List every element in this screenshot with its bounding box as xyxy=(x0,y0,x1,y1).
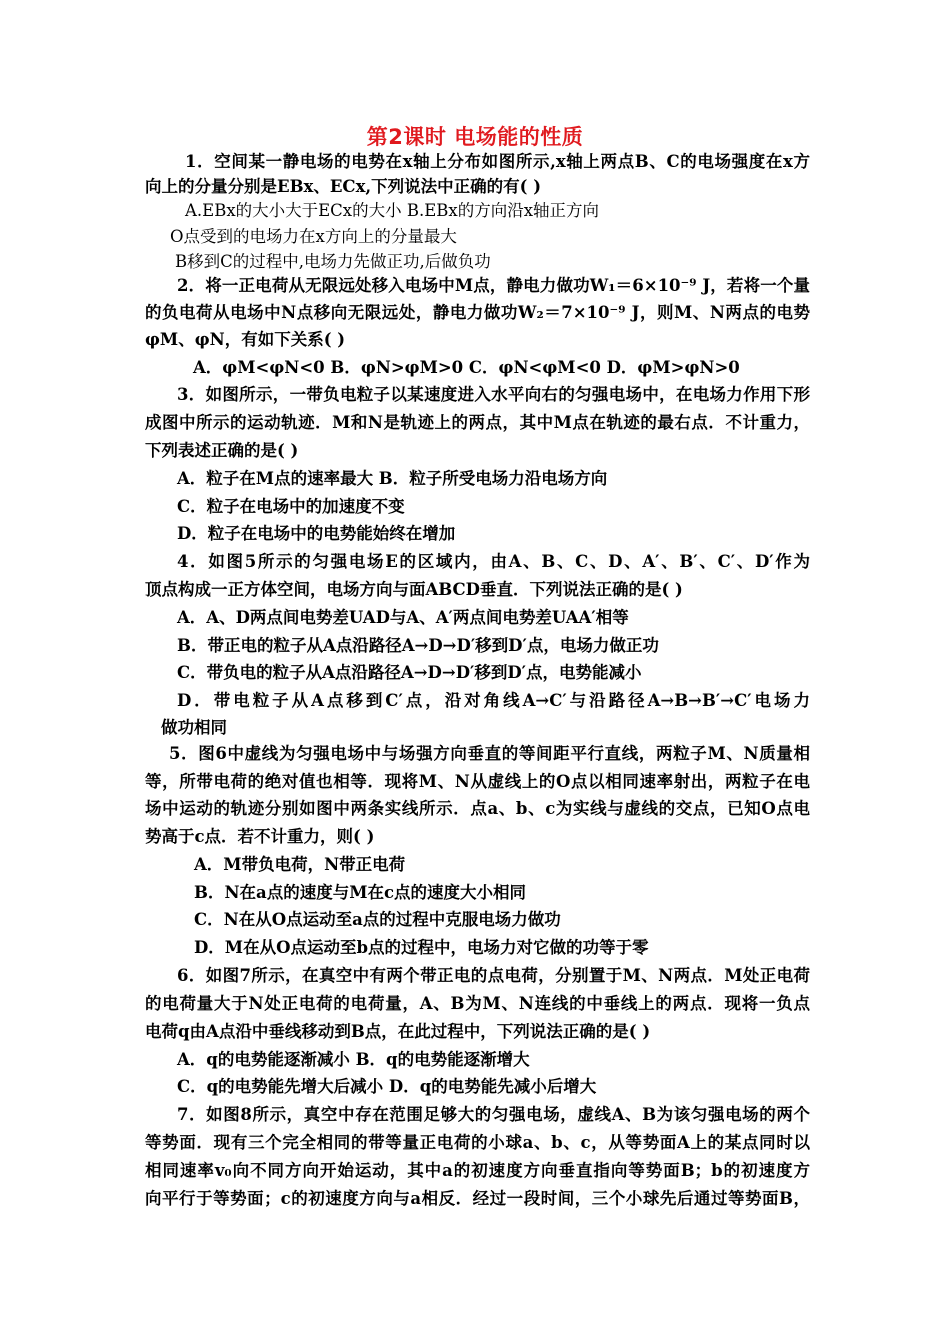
q6-options-cd: C．q的电势能先增大后减小 D．q的电势能先减小后增大 xyxy=(177,1077,597,1096)
q7-line-4: 向平行于等势面；c的初速度方向与a相反．经过一段时间，三个小球先后通过等势面B， xyxy=(145,1189,810,1208)
q1-options-ab: A.EBx的大小大于ECx的大小 B.EBx的方向沿x轴正方向 xyxy=(185,201,600,220)
q4-option-a: A．A、D两点间电势差UAD与A、A′两点间电势差UAA′相等 xyxy=(177,608,629,627)
q1-option-d: B移到C的过程中,电场力先做正功,后做负功 xyxy=(175,252,491,271)
q2-line-3: φM、φN，有如下关系( ) xyxy=(145,330,346,349)
q7-line-3: 相同速率v₀向不同方向开始运动，其中a的初速度方向垂直指向等势面B；b的初速度方 xyxy=(145,1161,810,1180)
q4-option-c: C．带负电的粒子从A点沿路径A→D→D′移到D′点，电势能减小 xyxy=(177,663,642,682)
q1-line-2: 向上的分量分别是EBx、ECx,下列说法中正确的有( ) xyxy=(145,177,542,196)
q2-line-2: 的负电荷从电场中N点移向无限远处，静电力做功W₂＝7×10⁻⁹ J，则M、N两点的电势 xyxy=(145,303,810,322)
q5-line-2: 等，所带电荷的绝对值也相等．现将M、N从虚线上的O点以相同速率射出，两粒子在电 xyxy=(145,772,810,791)
q5-line-4: 势高于c点．若不计重力，则( ) xyxy=(145,827,375,846)
q3-options-ab: A．粒子在M点的速率最大 B．粒子所受电场力沿电场方向 xyxy=(177,469,608,488)
q4-line-1: 4．如图5所示的匀强电场E的区域内，由A、B、C、D、A′、B′、C′、D′作为 xyxy=(177,552,810,571)
q6-line-1: 6．如图7所示，在真空中有两个带正电的点电荷，分别置于M、N两点．M处正电荷 xyxy=(177,966,810,985)
q4-line-2: 顶点构成一正方体空间，电场方向与面ABCD垂直．下列说法正确的是( ) xyxy=(145,580,683,599)
q5-option-b: B．N在a点的速度与M在c点的速度大小相同 xyxy=(194,883,527,902)
q4-option-d: D．带电粒子从A点移到C′点，沿对角线A→C′与沿路径A→B→B′→C′电场力 xyxy=(177,691,810,710)
q6-options-ab: A．q的电势能逐渐减小 B．q的电势能逐渐增大 xyxy=(177,1050,530,1069)
q5-line-3: 场中运动的轨迹分别如图中两条实线所示．点a、b、c为实线与虚线的交点，已知O点电 xyxy=(145,799,810,818)
q5-line-1: 5．图6中虚线为匀强电场中与场强方向垂直的等间距平行直线，两粒子M、N质量相 xyxy=(169,744,810,763)
q1-line-1: 1．空间某一静电场的电势在x轴上分布如图所示,x轴上两点B、C的电场强度在x方 xyxy=(185,152,810,171)
q6-line-2: 的电荷量大于N处正电荷的电荷量，A、B为M、N连线的中垂线上的两点．现将一负点 xyxy=(145,994,810,1013)
q3-option-c: C．粒子在电场中的加速度不变 xyxy=(177,497,405,516)
q5-option-a: A．M带负电荷，N带正电荷 xyxy=(194,855,406,874)
q3-option-d: D．粒子在电场中的电势能始终在增加 xyxy=(177,524,456,543)
q3-line-1: 3．如图所示，一带负电粒子以某速度进入水平向右的匀强电场中，在电场力作用下形 xyxy=(177,385,810,404)
q2-line-1: 2．将一正电荷从无限远处移入电场中M点，静电力做功W₁＝6×10⁻⁹ J，若将一个量 xyxy=(177,276,810,295)
q5-option-d: D．M在从O点运动至b点的过程中，电场力对它做的功等于零 xyxy=(194,938,649,957)
q6-line-3: 电荷q由A点沿中垂线移动到B点，在此过程中，下列说法正确的是( ) xyxy=(145,1022,651,1041)
q4-option-d-cont: 做功相同 xyxy=(161,718,227,737)
q3-line-3: 下列表述正确的是( ) xyxy=(145,441,299,460)
page-title: 第2课时 电场能的性质 xyxy=(366,125,584,149)
q1-option-c: O点受到的电场力在x方向上的分量最大 xyxy=(170,227,457,246)
q5-option-c: C．N在从O点运动至a点的过程中克服电场力做功 xyxy=(194,910,561,929)
q7-line-1: 7．如图8所示，真空中存在范围足够大的匀强电场，虚线A、B为该匀强电场的两个 xyxy=(177,1105,810,1124)
q2-options: A．φM<φN<0 B．φN>φM>0 C．φN<φM<0 D．φM>φN>0 xyxy=(193,358,740,377)
q3-line-2: 成图中所示的运动轨迹．M和N是轨迹上的两点，其中M点在轨迹的最右点．不计重力， xyxy=(145,413,810,432)
q7-line-2: 等势面．现有三个完全相同的带等量正电荷的小球a、b、c，从等势面A上的某点同时以 xyxy=(145,1133,810,1152)
q4-option-b: B．带正电的粒子从A点沿路径A→D→D′移到D′点，电场力做正功 xyxy=(177,636,659,655)
